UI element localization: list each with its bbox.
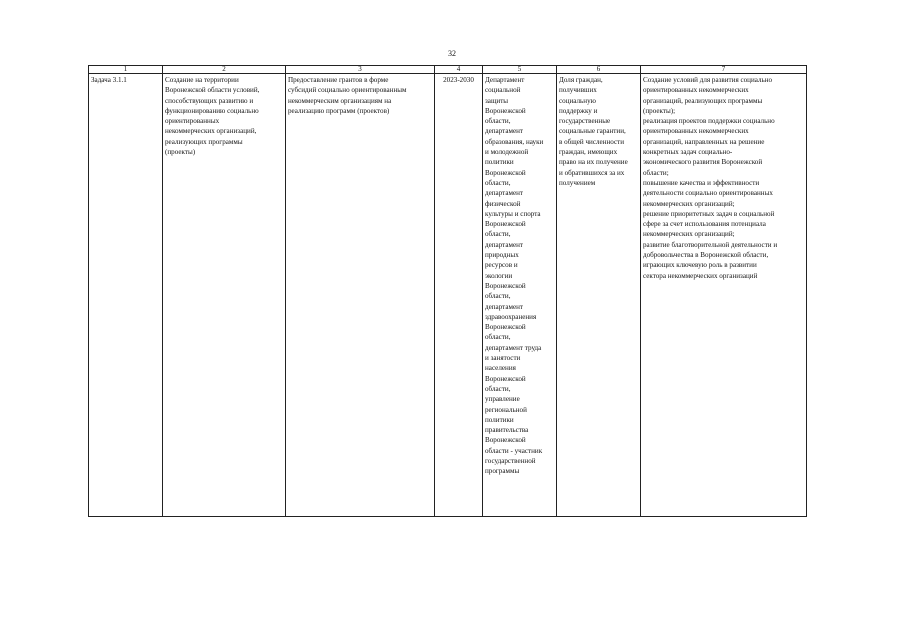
column-number-4: 4 xyxy=(435,66,483,74)
cell-text-line: Воронежской области условий, xyxy=(165,86,260,95)
cell-text-line: ориентированных xyxy=(165,117,220,126)
cell-text-line: Воронежской xyxy=(485,220,526,229)
column-number-3: 3 xyxy=(286,66,435,74)
cell-text-line: департамент xyxy=(485,302,524,311)
cell-text-line: и занятости xyxy=(485,354,521,363)
cell-text-line: и молодежной xyxy=(485,148,529,157)
cell-text-line: Создание на территории xyxy=(165,76,239,84)
cell-text-line: департамент xyxy=(485,127,524,136)
cell-text-line: реализация проектов поддержки социально xyxy=(643,117,775,126)
cell-text-line: политики xyxy=(485,415,514,424)
cell-text-line: организаций, направленных на решение xyxy=(643,137,765,146)
cell-text-line: Воронежской xyxy=(485,374,526,383)
task-number-cell xyxy=(89,74,163,517)
cell-text-line: здравоохранения xyxy=(485,312,537,321)
cell-text-line: конкретных задач социально- xyxy=(643,148,733,157)
cell-text-line: в общей численности xyxy=(559,137,625,146)
cell-text-line: ориентированных некоммерческих xyxy=(643,86,749,95)
cell-text-line: области; xyxy=(643,168,669,177)
cell-text-line: области, xyxy=(485,230,511,239)
cell-text-line: деятельности социально ориентированных xyxy=(643,189,773,198)
period-cell xyxy=(435,74,483,517)
measure-cell xyxy=(286,74,435,517)
cell-text-line: и обратившихся за их xyxy=(559,168,625,177)
column-number-row xyxy=(89,66,807,74)
cell-text-line: социальные гарантии, xyxy=(559,127,626,136)
cell-text-line: физической xyxy=(485,199,521,208)
cell-text-line: некоммерческих организаций; xyxy=(643,199,735,208)
cell-text-line: государственные xyxy=(559,117,611,126)
cell-text-line: 2023-2030 xyxy=(443,76,474,84)
cell-text-line: Воронежской xyxy=(485,106,526,115)
cell-text-line: департамент xyxy=(485,240,524,249)
cell-text-line: населения xyxy=(485,364,516,373)
column-number-2: 2 xyxy=(163,66,286,74)
page-number: 32 xyxy=(448,49,456,58)
cell-text-line: функционированию социально xyxy=(165,106,259,115)
cell-text-line: региональной xyxy=(485,405,527,414)
cell-text-line: развитие благотворительной деятельности и xyxy=(643,240,778,249)
cell-text-line: сектора некоммерческих организаций xyxy=(643,271,758,280)
cell-text-line: организаций, реализующих программы xyxy=(643,96,763,105)
cell-text-line: добровольчества в Воронежской области, xyxy=(643,251,769,260)
cell-text-line: получением xyxy=(559,178,596,187)
cell-text-line: области, xyxy=(485,117,511,126)
cell-text-line: области, xyxy=(485,384,511,393)
column-number-6: 6 xyxy=(557,66,641,74)
cell-text-line: политики xyxy=(485,158,514,167)
cell-text-line: государственной xyxy=(485,456,536,465)
cell-text-line: социальную xyxy=(559,96,596,105)
cell-text-line: Задача 3.1.1 xyxy=(91,76,127,84)
column-number-5: 5 xyxy=(483,66,557,74)
cell-text-line: Доля граждан, xyxy=(559,76,603,84)
cell-text-line: Департамент xyxy=(485,76,525,84)
cell-text-line: области, xyxy=(485,333,511,342)
cell-text-line: программы xyxy=(485,467,520,476)
program-table xyxy=(88,65,807,517)
cell-text-line: области, xyxy=(485,292,511,301)
cell-text-line: субсидий социально ориентированным xyxy=(288,86,407,95)
cell-text-line: правительства xyxy=(485,426,529,435)
cell-text-line: департамент xyxy=(485,189,524,198)
cell-text-line: играющих ключевую роль в развитии xyxy=(643,261,757,270)
indicator-cell xyxy=(557,74,641,517)
cell-text-line: право на их получение xyxy=(559,158,628,167)
cell-text-line: получивших xyxy=(559,86,597,95)
responsible-cell xyxy=(483,74,557,517)
cell-text-line: способствующих развитию и xyxy=(165,96,254,105)
cell-text-line: природных xyxy=(485,251,519,260)
cell-text-line: ресурсов и xyxy=(485,261,518,270)
cell-text-line: (проекты) xyxy=(165,148,196,157)
cell-text-line: Воронежской xyxy=(485,323,526,332)
cell-text-line: повышение качества и эффективности xyxy=(643,178,760,187)
cell-text-line: решение приоритетных задач в социальной xyxy=(643,209,775,218)
task-description-cell xyxy=(163,74,286,517)
cell-text-line: Воронежской xyxy=(485,281,526,290)
cell-text-line: экономического развития Воронежской xyxy=(643,158,763,167)
cell-text-line: Воронежской xyxy=(485,168,526,177)
cell-text-line: Предоставление грантов в форме xyxy=(288,76,389,84)
expected-results-cell xyxy=(641,74,807,517)
cell-text-line: защиты xyxy=(485,96,509,105)
cell-text-line: поддержку и xyxy=(559,106,598,115)
column-number-7: 7 xyxy=(641,66,807,74)
cell-text-line: некоммерческим организациям на xyxy=(288,96,392,105)
cell-text-line: области, xyxy=(485,178,511,187)
cell-text-line: реализующих программы xyxy=(165,137,243,146)
cell-text-line: культуры и спорта xyxy=(485,209,541,218)
cell-text-line: некоммерческих организаций, xyxy=(165,127,257,136)
cell-text-line: (проекты); xyxy=(643,106,676,115)
cell-text-line: образования, науки xyxy=(485,137,544,146)
cell-text-line: граждан, имеющих xyxy=(559,148,618,157)
cell-text-line: области - участник xyxy=(485,446,543,455)
column-number-1: 1 xyxy=(89,66,163,74)
cell-text-line: Создание условий для развития социально xyxy=(643,76,773,84)
cell-text-line: социальной xyxy=(485,86,521,95)
cell-text-line: департамент труда xyxy=(485,343,542,352)
cell-text-line: реализацию программ (проектов) xyxy=(288,106,390,115)
cell-text-line: сфере за счет использования потенциала xyxy=(643,220,766,229)
cell-text-line: экологии xyxy=(485,271,513,280)
cell-text-line: некоммерческих организаций; xyxy=(643,230,735,239)
table-row xyxy=(89,74,807,517)
cell-text-line: ориентированных некоммерческих xyxy=(643,127,749,136)
cell-text-line: Воронежской xyxy=(485,436,526,445)
cell-text-line: управление xyxy=(485,395,520,404)
